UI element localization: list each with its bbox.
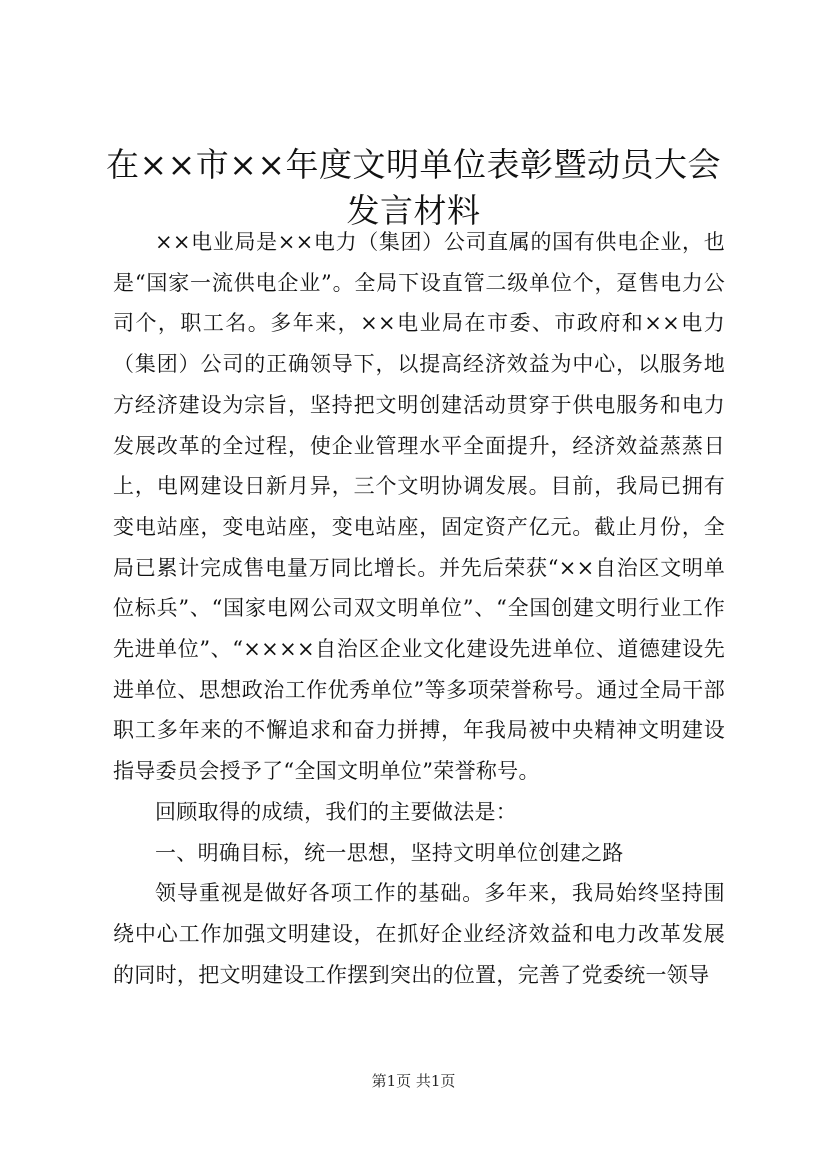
paragraph: 领导重视是做好各项工作的基础。多年来，我局始终坚持围绕中心工作加强文明建设，在抓好企业经济效益和电力改革发展的同时，把文明建设工作摆到突出的位置，完善了党委统一领导 [113,881,725,987]
page-number-footer: 第1页 共1页 [371,1072,456,1090]
document-title: 在××市××年度文明单位表彰暨动员大会发言材料 [105,145,722,230]
section-heading: 一、明确目标，统一思想，坚持文明单位创建之路 [155,840,624,865]
paragraph: ××电业局是××电力（集团）公司直属的国有供电企业，也是“国家一流供电企业”。全局下设直管二级单位个，趸售电力公司个，职工名。多年来，××电业局在市委、市政府和××电力（集团）公司的正确领导下，以提高经济效益为中心，以服务地方经济建设为宗旨，坚持把文明创建活动贯穿于供电服务和电力发展改革的全过程，使企业管理水平全面提升，经济效益蒸蒸日上，电网建设日新月异，三个文明协调发展。目前，我局已拥有变电站座，变电站座，变电站座，固定资产亿元。截止月份，全局已累计完成售电量万同比增长。并先后荣获“××自治区文明单位标兵”、“国家电网公司双文明单位”、“全国创建文明行业工作先进单位”、“××××自治区企业文化建设先进单位、道德建设先进单位、思想政治工作优秀单位”等多项荣誉称号。通过全局干部职工多年来的不懈追求和奋力拼搏，年我局被中央精神文明建设指导委员会授予了“全国文明单位”荣誉称号。 [113,230,725,784]
paragraph: 回顾取得的成绩，我们的主要做法是： [155,799,518,824]
document-body [113,222,725,995]
